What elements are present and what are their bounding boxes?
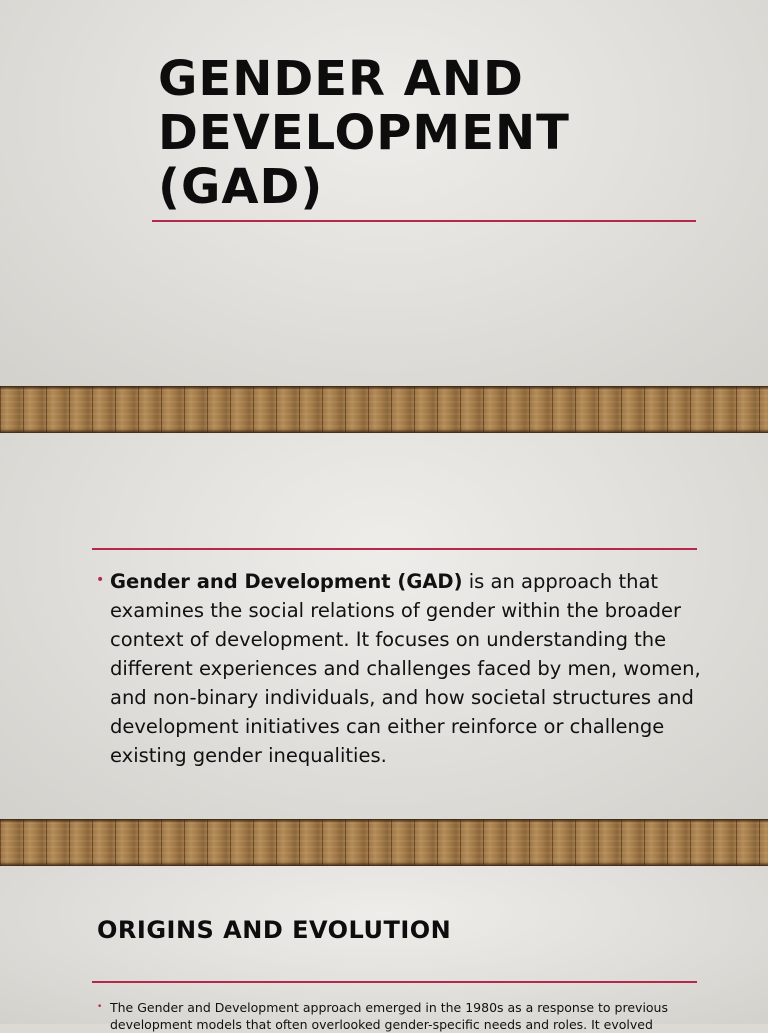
slide-title: GENDER AND DEVELOPMENT (GAD) [158, 51, 570, 215]
title-divider [152, 220, 696, 222]
wood-floor-divider [0, 819, 768, 866]
bullet-body: is an approach that examines the social relations of gender within the broader context of development. It focuses on understanding the different experiences and challenges faced by men, women, and non-binary individuals, and how societal structures and development initiatives can either reinforce or challenge existing gender inequalities. [110, 570, 701, 767]
section-heading: ORIGINS AND EVOLUTION [97, 916, 452, 944]
slide-3 [0, 866, 768, 1032]
slide-1 [0, 0, 768, 386]
slide-2 [0, 433, 768, 819]
wood-floor-divider [0, 386, 768, 433]
bullet-marker: • [97, 1002, 103, 1012]
content-divider [92, 548, 697, 550]
bullet-paragraph [110, 567, 710, 770]
bullet-bold-term: Gender and Development (GAD) [110, 570, 463, 593]
bullet-paragraph: The Gender and Development approach emerged in the 1980s as a response to previous development models that often overlooked gender-specific needs and roles. It evolved [110, 1000, 668, 1032]
heading-divider [92, 981, 697, 983]
bullet-marker: • [96, 572, 105, 588]
